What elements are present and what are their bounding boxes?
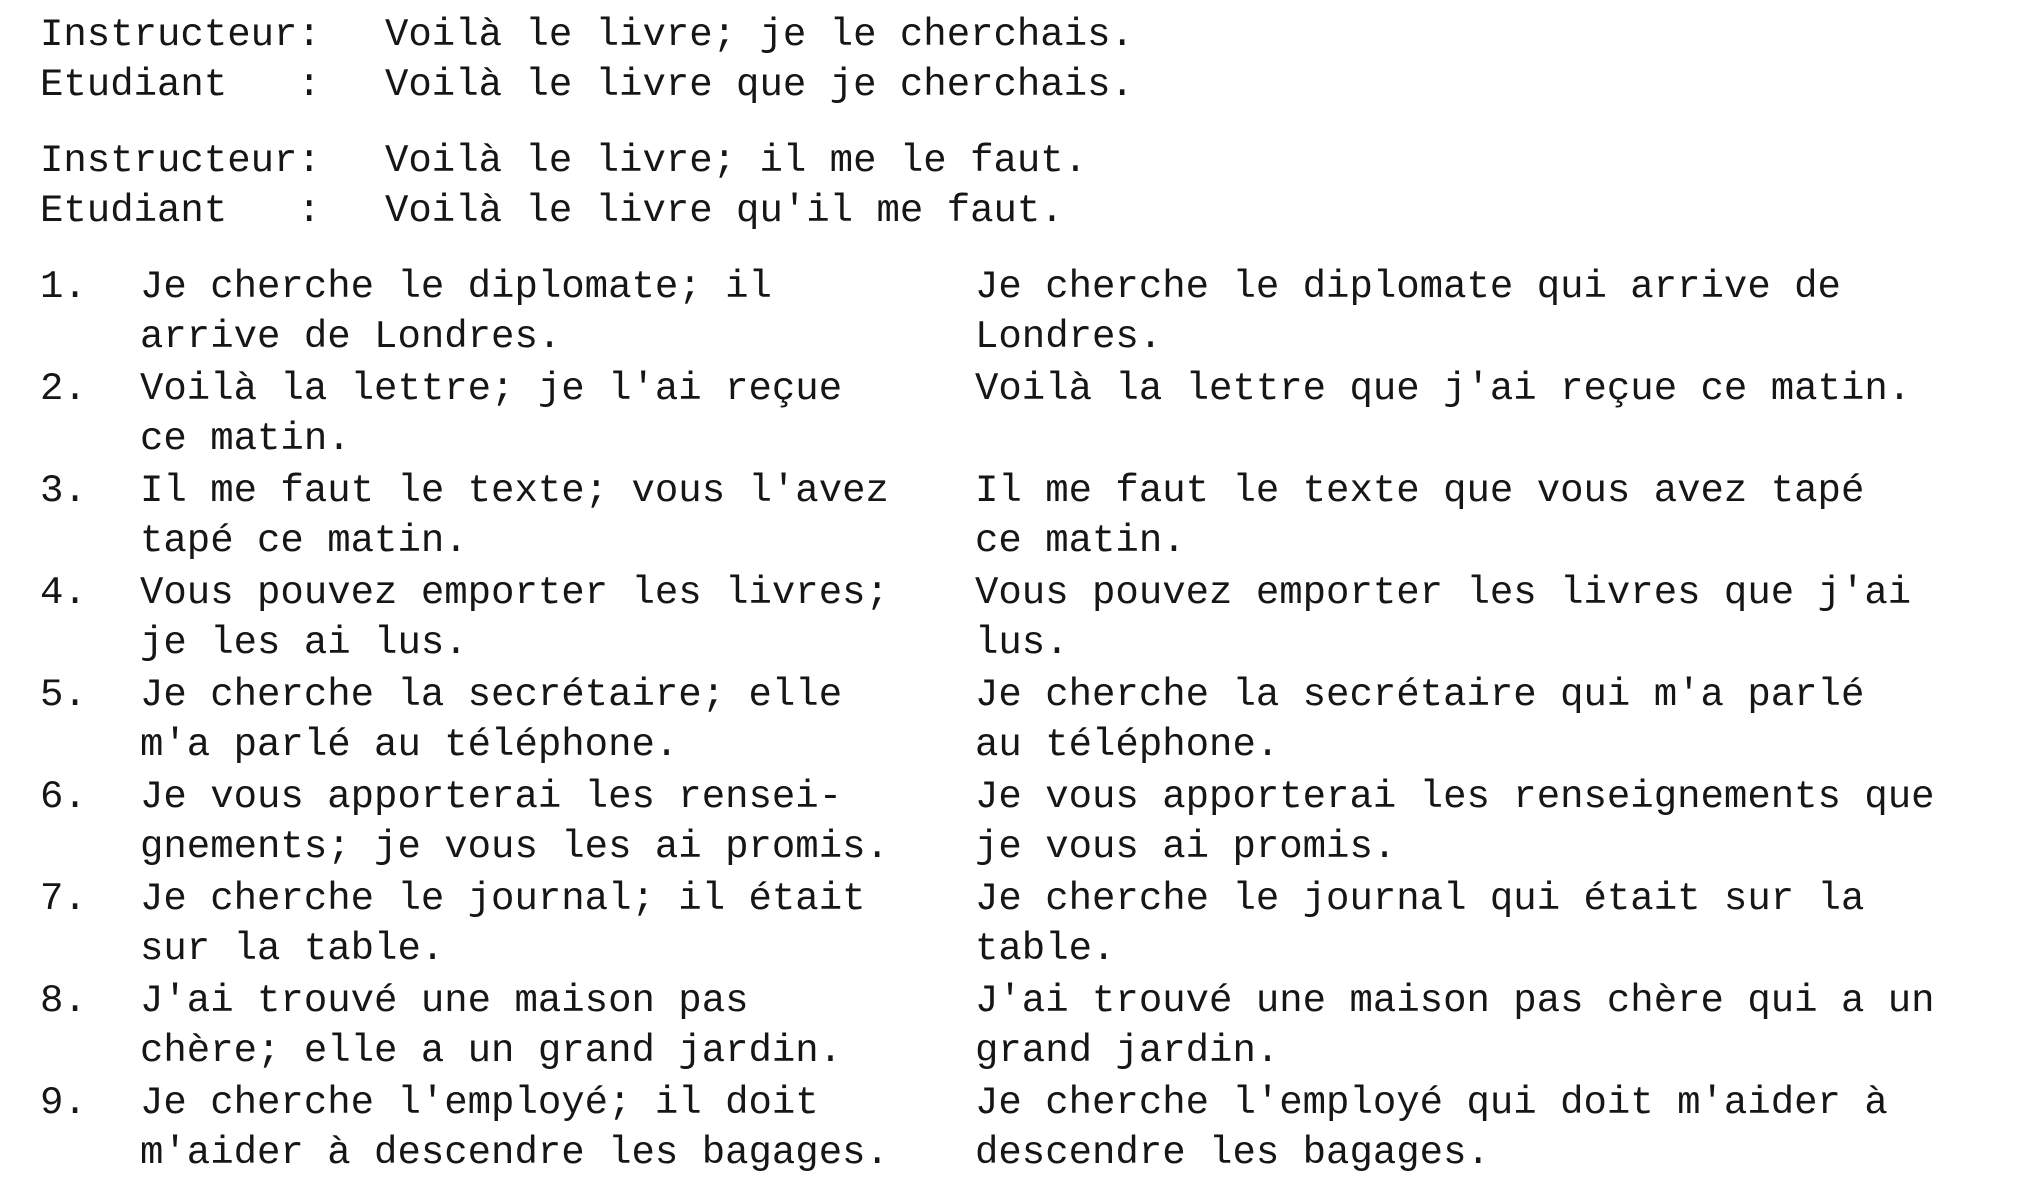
speaker-label: Etudiant : bbox=[40, 189, 321, 233]
response-line: Je cherche le diplomate qui arrive de bbox=[975, 265, 1841, 309]
drill-response bbox=[975, 874, 2000, 974]
cue-line: Voilà la lettre; je l'ai reçue bbox=[140, 367, 843, 411]
drill-cue bbox=[140, 976, 975, 1076]
drill-item bbox=[40, 670, 2000, 770]
drill-number: 4. bbox=[40, 571, 87, 615]
drill-cue bbox=[140, 772, 975, 872]
drill-item bbox=[40, 772, 2000, 872]
drill-number: 9. bbox=[40, 1081, 87, 1125]
drill-response bbox=[975, 364, 2000, 464]
response-line: je vous ai promis. bbox=[975, 825, 1397, 869]
drill-item bbox=[40, 976, 2000, 1076]
drill-response bbox=[975, 1078, 2000, 1178]
drill-item bbox=[40, 364, 2000, 464]
speaker-label: Etudiant : bbox=[40, 63, 321, 107]
drill-item bbox=[40, 568, 2000, 668]
drill-number: 7. bbox=[40, 877, 87, 921]
drill-response bbox=[975, 568, 2000, 668]
example-line bbox=[40, 136, 2000, 186]
example-1 bbox=[40, 10, 2000, 110]
drill-response bbox=[975, 466, 2000, 566]
response-line: Je cherche le journal qui était sur la bbox=[975, 877, 1865, 921]
drill-number: 2. bbox=[40, 367, 87, 411]
response-line: Je cherche la secrétaire qui m'a parlé bbox=[975, 673, 1865, 717]
cue-line: Je cherche la secrétaire; elle bbox=[140, 673, 843, 717]
drill-cue bbox=[140, 364, 975, 464]
example-line bbox=[40, 186, 2000, 236]
example-text: Voilà le livre; je le cherchais. bbox=[385, 13, 1134, 57]
drill-cue bbox=[140, 568, 975, 668]
cue-line: J'ai trouvé une maison pas bbox=[140, 979, 749, 1023]
drill-number: 6. bbox=[40, 775, 87, 819]
cue-line: Je vous apporterai les rensei- bbox=[140, 775, 843, 819]
drill-cue bbox=[140, 1078, 975, 1178]
response-line bbox=[975, 414, 2000, 464]
drill-response bbox=[975, 670, 2000, 770]
response-line: grand jardin. bbox=[975, 1029, 1280, 1073]
cue-line: arrive de Londres. bbox=[140, 315, 562, 359]
cue-line: gnements; je vous les ai promis. bbox=[140, 825, 889, 869]
drill-response bbox=[975, 262, 2000, 362]
response-line: table. bbox=[975, 927, 1116, 971]
example-text: Voilà le livre qu'il me faut. bbox=[385, 189, 1064, 233]
drill-response bbox=[975, 976, 2000, 1076]
example-2 bbox=[40, 136, 2000, 236]
cue-line: sur la table. bbox=[140, 927, 445, 971]
cue-line: Il me faut le texte; vous l'avez bbox=[140, 469, 889, 513]
drill-list bbox=[40, 262, 2000, 1178]
response-line: Vous pouvez emporter les livres que j'ai bbox=[975, 571, 1912, 615]
drill-item bbox=[40, 466, 2000, 566]
drill-cue bbox=[140, 466, 975, 566]
response-line: Il me faut le texte que vous avez tapé bbox=[975, 469, 1865, 513]
drill-number: 1. bbox=[40, 265, 87, 309]
cue-line: Vous pouvez emporter les livres; bbox=[140, 571, 889, 615]
response-line: Londres. bbox=[975, 315, 1163, 359]
cue-line: chère; elle a un grand jardin. bbox=[140, 1029, 843, 1073]
drill-item bbox=[40, 262, 2000, 362]
drill-item bbox=[40, 874, 2000, 974]
response-line: Je cherche l'employé qui doit m'aider à bbox=[975, 1081, 1888, 1125]
response-line: descendre les bagages. bbox=[975, 1131, 1490, 1175]
cue-line: tapé ce matin. bbox=[140, 519, 468, 563]
speaker-label: Instructeur: bbox=[40, 13, 321, 57]
example-line bbox=[40, 10, 2000, 60]
drill-number: 8. bbox=[40, 979, 87, 1023]
response-line: au téléphone. bbox=[975, 723, 1280, 767]
speaker-label: Instructeur: bbox=[40, 139, 321, 183]
drill-cue bbox=[140, 262, 975, 362]
drill-number: 5. bbox=[40, 673, 87, 717]
drill-item bbox=[40, 1078, 2000, 1178]
example-text: Voilà le livre que je cherchais. bbox=[385, 63, 1134, 107]
response-line: Voilà la lettre que j'ai reçue ce matin. bbox=[975, 367, 1912, 411]
cue-line: je les ai lus. bbox=[140, 621, 468, 665]
document-page bbox=[40, 10, 2000, 1180]
cue-line: Je cherche le journal; il était bbox=[140, 877, 866, 921]
response-line: J'ai trouvé une maison pas chère qui a un bbox=[975, 979, 1935, 1023]
drill-cue bbox=[140, 670, 975, 770]
cue-line: ce matin. bbox=[140, 417, 351, 461]
cue-line: m'a parlé au téléphone. bbox=[140, 723, 679, 767]
drill-number: 3. bbox=[40, 469, 87, 513]
response-line: Je vous apporterai les renseignements que bbox=[975, 775, 1935, 819]
drill-response bbox=[975, 772, 2000, 872]
response-line: lus. bbox=[975, 621, 1069, 665]
response-line: ce matin. bbox=[975, 519, 1186, 563]
cue-line: Je cherche l'employé; il doit bbox=[140, 1081, 819, 1125]
drill-cue bbox=[140, 874, 975, 974]
cue-line: Je cherche le diplomate; il bbox=[140, 265, 772, 309]
cue-line: m'aider à descendre les bagages. bbox=[140, 1131, 889, 1175]
example-line bbox=[40, 60, 2000, 110]
example-text: Voilà le livre; il me le faut. bbox=[385, 139, 1088, 183]
